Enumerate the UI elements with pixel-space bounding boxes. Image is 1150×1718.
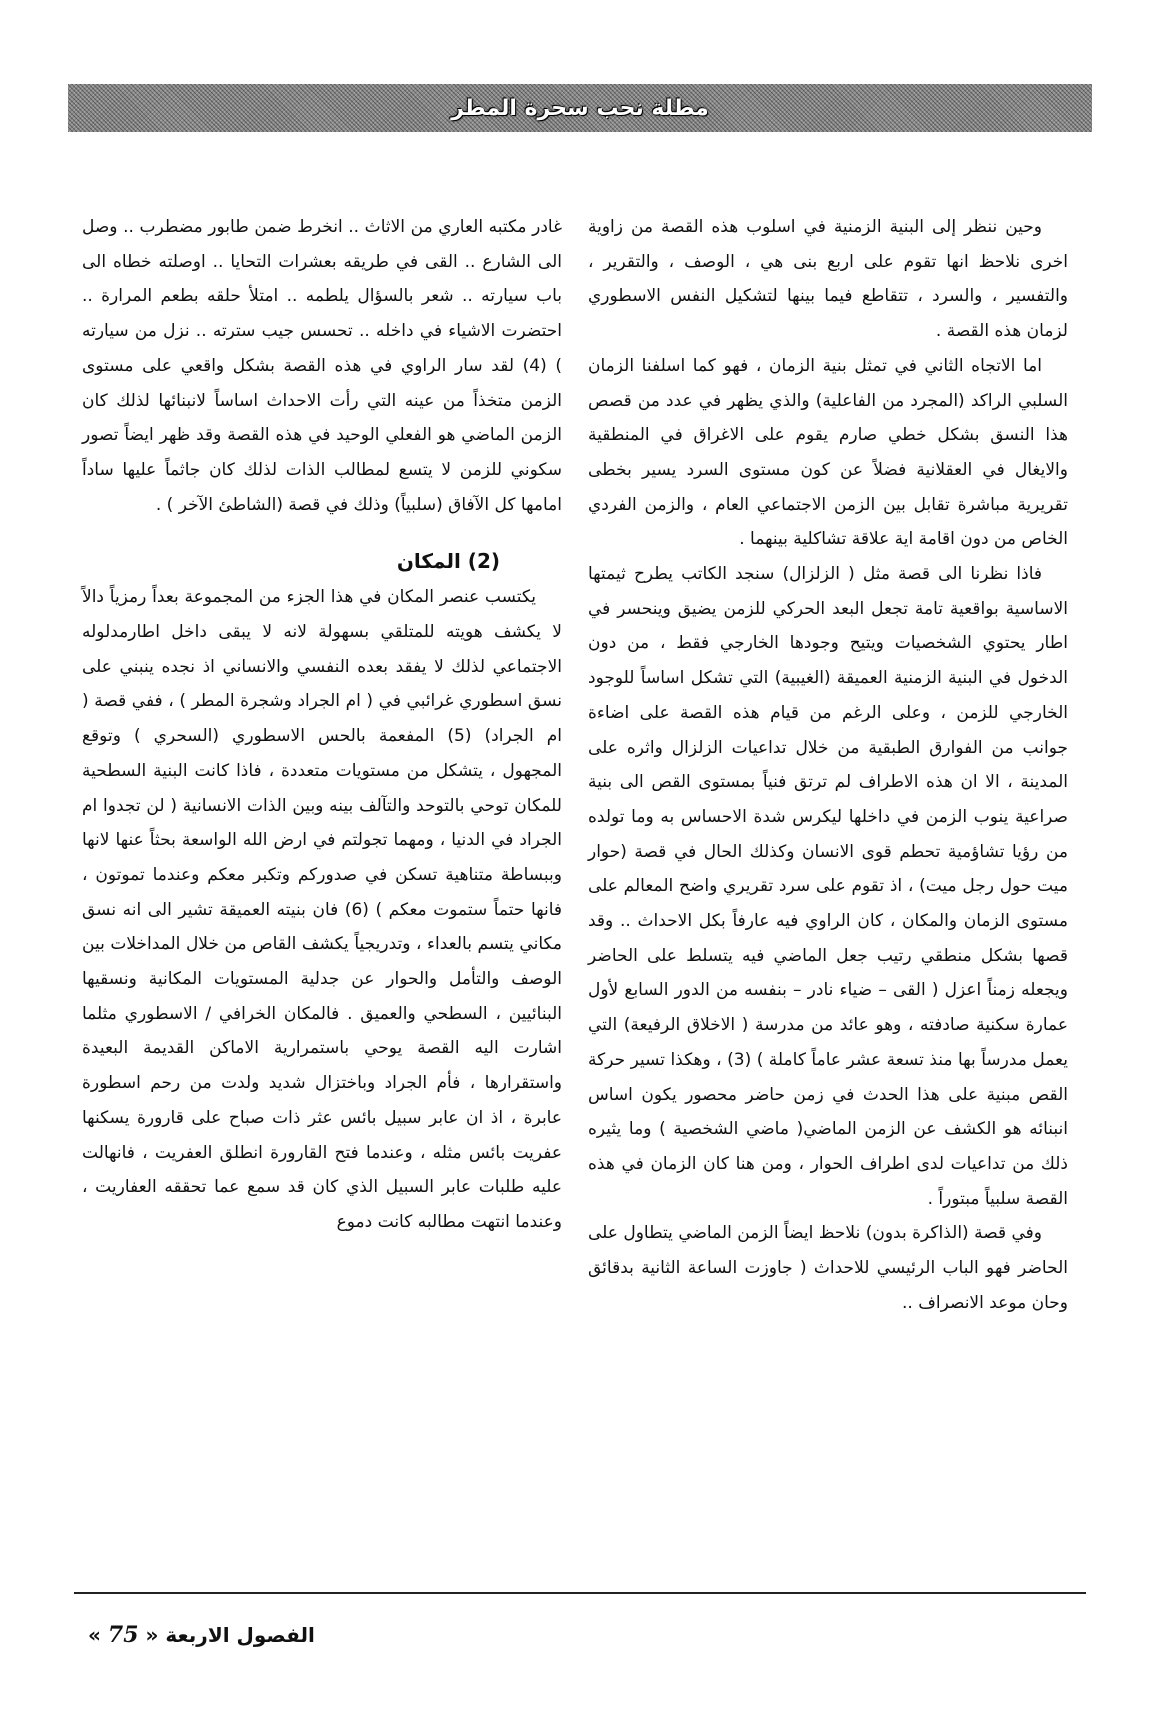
- paragraph: وحين ننظر إلى البنية الزمنية في اسلوب هذه القصة من زاوية اخرى نلاحظ انها تقوم على اربع بنى هي ، الوصف ، والتقرير ، والتفسير ، والسرد ، تتقاطع فيما بينها لتشكيل النفس الاسطوري لزمان هذه القصة .: [588, 217, 1068, 342]
- paragraph: وفي قصة (الذاكرة بدون) نلاحظ ايضاً الزمن الماضي يتطاول على الحاضر فهو الباب الرئيسي للاحداث ( جاوزت الساعة الثانية بدقائق وحان موعد الانصراف ..: [588, 1223, 1068, 1313]
- footer: [88, 1622, 315, 1648]
- paragraph: فاذا نظرنا الى قصة مثل ( الزلزال) سنجد الكاتب يطرح ثيمتها الاساسية بواقعية تامة تجعل البعد الحركي للزمن يضيق وينحسر في اطار يحتوي الشخصيات ويتيح وجودها الخارجي فقط ، من دون الدخول في البنية الزمنية العميقة (الغيبية) التي تشكل اساساً للوجود الخارجي للزمن ، وعلى الرغم من قيام هذه القصة على اضاءة جوانب من الفوارق الطبقية من خلال تداعيات الزلزال واثره على المدينة ، الا ان هذه الاطراف لم ترتق فنياً بمستوى القص الى بنية صراعية ينوب الزمن في داخلها ليكرس شدة الاحساس به وما تولده من رؤيا تشاؤمية تحطم قوى الانسان وكذلك الحال في قصة (حوار ميت حول رجل ميت) ، اذ تقوم على سرد تقريري واضح المعالم على مستوى الزمان والمكان ، كان الراوي فيه عارفاً بكل الاحداث .. وقد قصها بشكل منطقي رتيب جعل الماضي فيه يتسلط على الحاضر ويجعله زمناً اعزل ( القى – ضياء نادر – بنفسه من الدور السابع لأول عمارة سكنية صادفته ، وهو عائد من مدرسة ( الاخلاق الرفيعة) التي يعمل مدرساً بها منذ تسعة عشر عاماً كاملة ) (3) ، وهكذا تسير حركة القص مبنية على هذا الحدث في زمن حاضر محصور يكون اساس انبنائه هو الكشف عن الزمن الماضي( ماضي الشخصية ) وما يثيره ذلك من تداعيات لدى اطراف الحوار ، ومن هنا كان الزمان في هذه القصة سلبياً مبتوراً .: [588, 564, 1068, 1209]
- magazine-name: الفصول الاربعة: [165, 1623, 315, 1647]
- header-band: [68, 84, 1092, 132]
- bottom-rule: [74, 1592, 1086, 1594]
- left-column: [82, 210, 562, 1240]
- quote-open: «: [145, 1623, 159, 1647]
- right-column: [588, 210, 1068, 1321]
- paragraph: يكتسب عنصر المكان في هذا الجزء من المجموعة بعداً رمزياً دالاً لا يكشف هويته للمتلقي بسهولة لانه لا يبقى داخل اطارمدلوله الاجتماعي لذلك لا يفقد بعده النفسي والانساني اذ نجده ينبني على نسق اسطوري غرائبي في ( ام الجراد وشجرة المطر ) ، ففي قصة ( ام الجراد) (5) المفعمة بالحس الاسطوري (السحري ) وتوقع المجهول ، يتشكل من مستويات متعددة ، فاذا كانت البنية السطحية للمكان توحي بالتوحد والتآلف بينه وبين الذات الانسانية ( لن تجدوا ام الجراد في الدنيا ، ومهما تجولتم في ارض الله الواسعة بحثاً عنها لانها وببساطة متناهية تسكن في صدوركم وتكبر معكم وعندما تموتون ، فانها حتماً ستموت معكم ) (6) فان بنيته العميقة تشير الى انه نسق مكاني يتسم بالعداء ، وتدريجياً يكشف القاص من خلال المداخلات بين الوصف والتأمل والحوار عن جدلية المستويات المكانية ونسقيها البنائيين ، السطحي والعميق . فالمكان الخرافي / الاسطوري مثلما اشارت اليه القصة يوحي باستمرارية الاماكن القديمة البعيدة واستقرارها ، فأم الجراد وباختزال شديد ولدت من رحم اسطورة عابرة ، اذ ان عابر سبيل بائس عثر ذات صباح على قارورة يسكنها عفريت بائس مثله ، وعندما فتح القارورة انطلق العفريت ، فانهالت عليه طلبات عابر السبيل الذي كان قد سمع عما تحققه العفاريت ، وعندما انتهت مطالبه كانت دموع: [82, 587, 562, 1232]
- header-title: مطلة نحب سحرة المطر: [451, 95, 709, 121]
- paragraph: اما الاتجاه الثاني في تمثل بنية الزمان ، فهو كما اسلفنا الزمان السلبي الراكد (المجرد من الفاعلية) والذي يظهر في عدد من قصص هذا النسق بشكل خطي صارم يقوم على الاغراق في المنطقية والايغال في العقلانية فضلاً عن كون مستوى السرد يسير بخطى تقريرية مباشرة تقابل بين الزمن الاجتماعي العام ، والزمن الفردي الخاص من دون اقامة اية علاقة تشاكلية بينهما .: [588, 355, 1068, 550]
- page-number: 75: [107, 1622, 139, 1648]
- paragraph: غادر مكتبه العاري من الاثاث .. انخرط ضمن طابور مضطرب .. وصل الى الشارع .. القى في طريقه بعشرات التحايا .. اوصلته خطاه الى باب سيارته .. شعر بالسؤال يلطمه .. امتلأ حلقه بطعم المرارة .. احتضرت الاشياء في داخله .. تحسس جيب سترته .. نزل من سيارته ) (4) لقد سار الراوي في هذه القصة بشكل واقعي على مستوى الزمن متخذاً من عينه التي رأت الاحداث اساساً لانبنائها لذلك كان الزمن الماضي هو الفعلي الوحيد في هذه القصة وقد ظهر ايضاً تصور سكوني للزمن لا يتسع لمطالب الذات لذلك كان جاثماً عليها ساداً امامها كل الآفاق (سلبياً) وذلك في قصة (الشاطئ الآخر ) .: [82, 217, 563, 515]
- section-heading: (2) المكان: [396, 549, 500, 574]
- quote-close: »: [88, 1623, 101, 1647]
